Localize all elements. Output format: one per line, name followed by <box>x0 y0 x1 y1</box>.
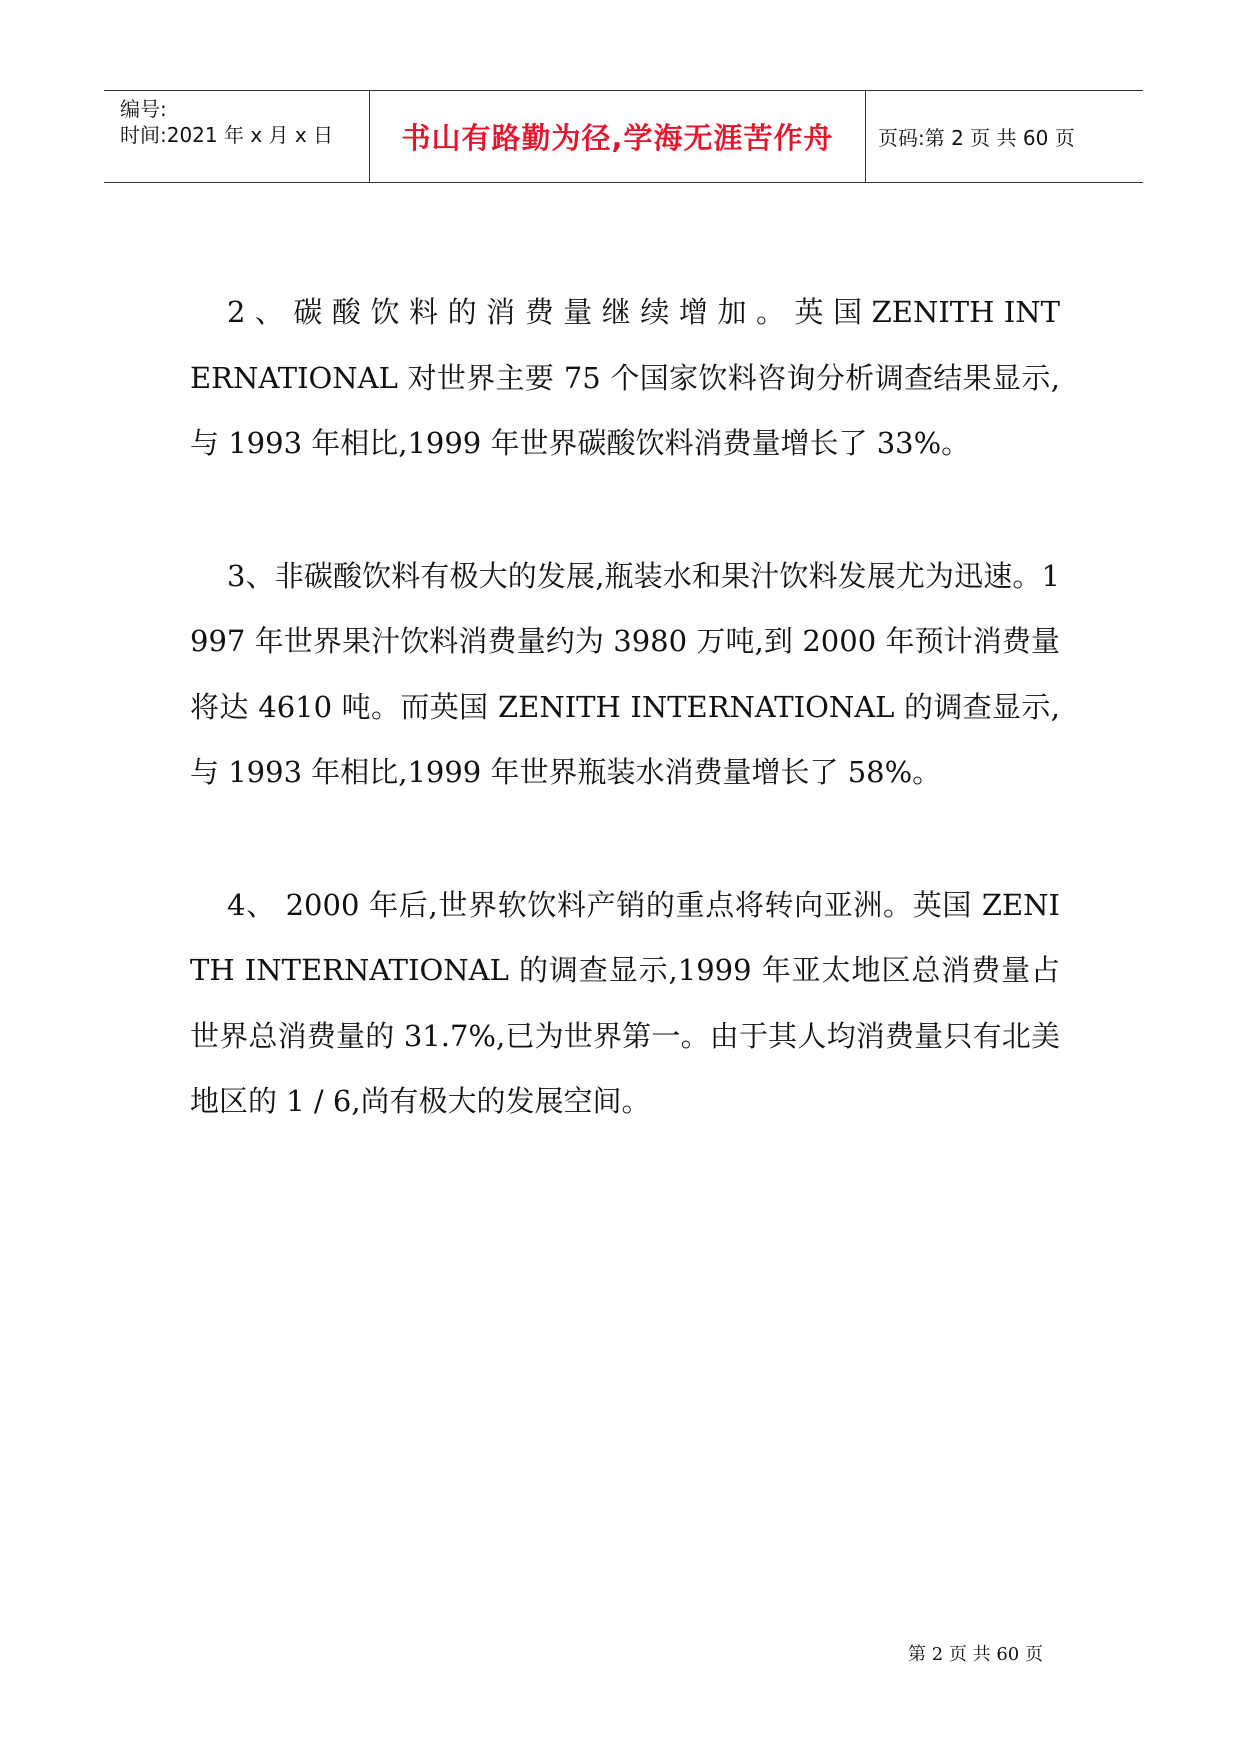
paragraph-asia-market: 4、 2000 年后,世界软饮料产销的重点将转向亚洲。英国 ZENITH INTERNATIONAL 的调查显示,1999 年亚太地区总消费量占世界总消费量的 31.7%,已为世界第一。由于其人均消费量只有北美地区的 1 / 6,尚有极大的发展空间。 <box>190 887 1060 1118</box>
paragraph-carbonated-drinks: 2 、 碳 酸 饮 料 的 消 费 量 继 续 增 加 。 英 国 ZENITH INTERNATIONAL 对世界主要 75 个国家饮料咨询分析调查结果显示,与 1993 年相比,1999 年世界碳酸饮料消费量增长了 33%。 <box>190 295 1060 460</box>
paragraph-non-carbonated-drinks: 3、非碳酸饮料有极大的发展,瓶装水和果汁饮料发展尤为迅速。1997 年世界果汁饮料消费量约为 3980 万吨,到 2000 年预计消费量将达 4610 吨。而英国 ZENITH INTERNATIONAL 的调查显示,与 1993 年相比,1999 年世界瓶装水消费量增长了 58%。 <box>190 558 1060 789</box>
document-number-label: 编号: <box>120 97 167 121</box>
document-body <box>190 280 1060 1202</box>
page-footer-number: 第 2 页 共 60 页 <box>908 1644 1043 1665</box>
header-motto: 书山有路勤为径,学海无涯苦作舟 <box>370 91 866 182</box>
document-date-label: 时间:2021 年 x 月 x 日 <box>120 123 334 147</box>
header-page-info: 页码:第 2 页 共 60 页 <box>878 126 1075 150</box>
page-header <box>104 90 1143 183</box>
header-meta-cell <box>104 91 370 182</box>
